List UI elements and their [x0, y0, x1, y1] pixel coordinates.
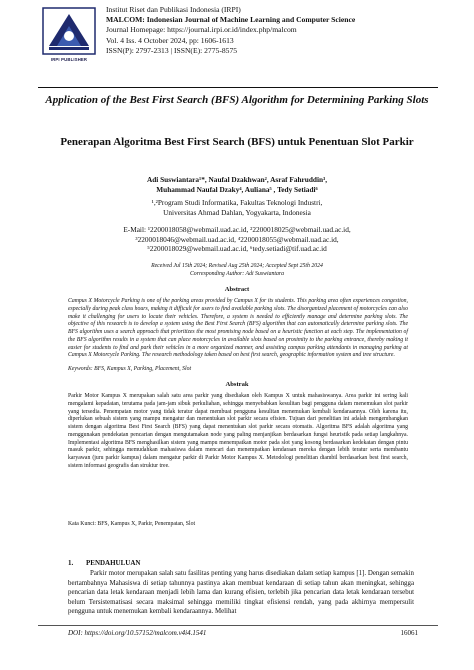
journal-name: MALCOM: Indonesian Journal of Machine Learning and Computer Science — [106, 15, 356, 25]
journal-homepage[interactable]: Journal Homepage: https://journal.irpi.or.id/index.php/malcom — [106, 25, 297, 35]
submission-dates — [40, 262, 434, 278]
affiliation-line: ¹,²Program Studi Informatika, Fakultas Teknologi Industri, — [151, 198, 323, 207]
intro-paragraph: Parkir motor merupakan salah satu fasilitas penting yang harus disediakan dalam setiap kampus [1]. Dengan semakin bertambahnya Mahasiswa di setiap tahunnya pastinya akan membuat kendaraan di setiap tahun akan meningkat, sehingga pencarian data letak kendaraan menjadi lebih lama dan kurang efisien, terlebih jika pencarian data letak kendaraan tersebut belum Tersistematisasi secara maksimal sehingga memiliki tingkat efisiensi rendah, yang pada akhirnya mempersulit pengguna untuk menemukan kembali kendaraannya. Melihat — [68, 570, 414, 616]
page-number: 16061 — [400, 629, 418, 637]
email-line[interactable]: ³2200018046@webmail.uad.ac.id, ⁴2200018055@webmail.uad.ac.id, — [135, 234, 339, 244]
paper-title-english: Application of the Best First Search (BFS) Algorithm for Determining Parking Slots — [45, 94, 429, 106]
header-divider — [38, 87, 438, 88]
section-title: PENDAHULUAN — [86, 559, 141, 567]
section-heading — [68, 559, 140, 567]
affiliation-line: Universitas Ahmad Dahlan, Yogyakarta, Indonesia — [163, 207, 311, 217]
publisher-name: Institut Riset dan Publikasi Indonesia (IRPI) — [106, 5, 241, 14]
author-emails — [40, 225, 434, 254]
journal-info — [106, 5, 446, 56]
authors-line: Muhammad Naufal Dzaky⁴, Auliana⁵ , Tedy Setiadi⁶ — [156, 185, 318, 195]
email-line[interactable]: ⁵2200018029@webmail.uad.ac.id, ⁶tedy.setiadi@tif.uad.ac.id — [147, 244, 327, 254]
abstract-body: Campus X Motorcycle Parking is one of the parking areas provided by Campus X for its students. This parking area often experiences congestion, especially during peak class hours, making it difficult for users to find available parking slots. The disorganized placement of motorcycles can also make it challenging for users to locate their vehicles. Therefore, a system is needed to efficiently manage and determine parking slots. The objective of this research is to develop a system using the Best First Search (BFS) algorithm that can automatically determine parking slots. The BFS algorithm uses a search approach that prioritizes the most promising node based on a heuristic function at each step. The implementation of the BFS algorithm results in a system that can place motorcycles in available slots based on proximity to the parking entrance, thereby making it easier for students to find and park their vehicles in a more organized manner, and assisting campus parking attendants in managing parking at Campus X Motorcycle Parking. The research methodology taken based on best first search, geographic information system and tree structure. — [68, 298, 408, 359]
logo-caption: IRPI PUBLISHER — [50, 57, 88, 62]
kata-kunci: Kata Kunci: BFS, Kampus X, Parkir, Penempatan, Slot — [68, 521, 196, 527]
irpi-logo — [38, 6, 100, 68]
email-line[interactable]: E-Mail: ¹2200018058@webmail.uad.ac.id, ²2200018025@webmail.uad.ac.id, — [123, 225, 351, 234]
affiliation — [40, 198, 434, 217]
author-list — [40, 175, 434, 196]
keywords: Keywords: BFS, Kampus X, Parking, Placement, Slot — [68, 366, 192, 372]
doi-link[interactable]: DOI: https://doi.org/10.57152/malcom.v4i4.1541 — [68, 629, 207, 637]
logo-emblem-icon — [41, 6, 97, 56]
journal-issn: ISSN(P): 2797-2313 | ISSN(E): 2775-8575 — [106, 45, 238, 55]
authors-line: Adi Suswiantara¹*, Naufal Dzakhwan², Asraf Fahruddin³, — [146, 175, 328, 184]
received-dates: Received Jul 15th 2024; Revised Aug 25th 2024; Accepted Sept 25th 2024 — [151, 263, 323, 269]
journal-volume: Vol. 4 Iss. 4 October 2024, pp: 1606-1613 — [106, 35, 234, 45]
paper-title-indonesian: Penerapan Algoritma Best First Search (BFS) untuk Penentuan Slot Parkir — [60, 136, 414, 148]
abstract-heading: Abstract — [224, 286, 250, 293]
abstrak-heading: Abstrak — [225, 381, 249, 388]
corresponding-author: Corresponding Author: Adi Suswiantara — [189, 271, 285, 277]
footer-divider — [38, 625, 438, 626]
abstrak-body: Parkir Motor Kampus X merupakan salah satu area parkir yang disediakan oleh Kampus X untuk mahasiswanya. Area parkir ini sering kali mengalami kepadatan, terutama pada jam-jam sibuk perkuliahan, sehingga menyebabkan kesulitan bagi pengguna dalam menemukan slot parkir yang tersedia. Penempatan motor yang tidak teratur dapat membuat pengguna kesulitan menemukan kembali kendaraannya. Oleh karena itu, diperlukan sebuah sistem yang mampu mengatur dan menentukan slot parkir secara efisien. Tujuan dari penelitian ini adalah mengembangkan sistem dengan algoritma Best First Search (BFS) yang dapat menentukan slot parkir secara otomatis. Algoritma BFS adalah algoritma yang menggunakan pendekatan pencarian dengan mengutamakan node yang paling menjanjikan berdasarkan fungsi heuristik pada setiap langkahnya. Implementasi algoritma BFS menghasilkan sistem yang mampu menempatkan motor pada slot yang kosong berdasarkan kedekatan dengan pintu masuk parkir, sehingga memudahkan mahasiswa dalam mencari dan menempatkan kendaraan mereka dengan lebih teratur serta membantu karyawan (juru parkir kampus) dalam mengatur parkir di Parkir Motor Kampus X. Metodologi penelitian diambil berdasarkan best first search, sistem informasi geografis dan struktur tree. — [68, 393, 408, 469]
section-number: 1. — [68, 559, 74, 567]
